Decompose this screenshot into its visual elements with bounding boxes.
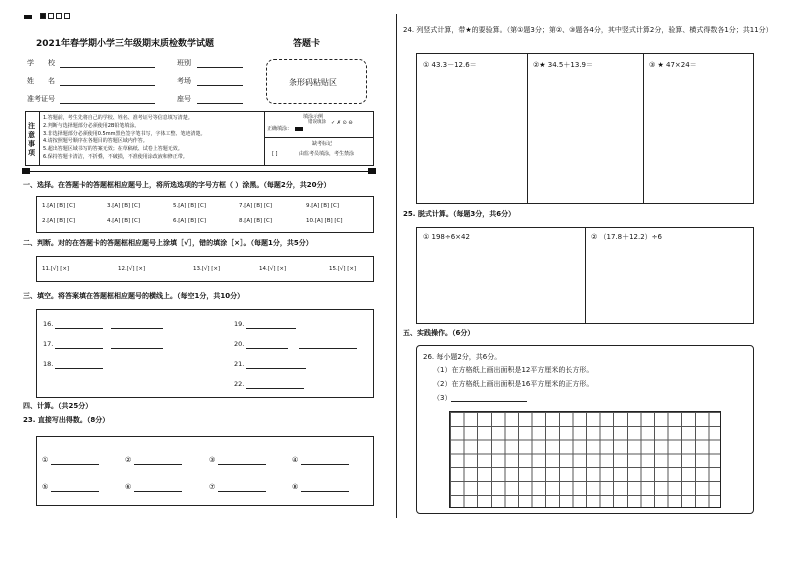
barcode-label: 条形码粘贴区	[289, 78, 337, 87]
s3-box	[36, 309, 374, 398]
name-field[interactable]	[60, 85, 155, 86]
blank-16-a[interactable]	[55, 328, 103, 329]
judge-15[interactable]: 15.[√] [×]	[329, 266, 357, 272]
absent-note: 由监考员填涂，考生禁涂	[299, 151, 355, 157]
blank-18-a[interactable]	[55, 368, 103, 369]
s2-box	[36, 256, 374, 282]
blank-16-b[interactable]	[111, 328, 163, 329]
choice-2[interactable]: 2.[A] [B] [C]	[42, 218, 75, 224]
calc-1-answer[interactable]	[51, 464, 99, 465]
class-label: 班别	[177, 59, 191, 67]
calc-7-answer[interactable]	[218, 491, 266, 492]
name-label: 姓 名	[27, 77, 55, 85]
choice-7[interactable]: 7.[A] [B] [C]	[239, 203, 272, 209]
notice-box	[25, 111, 374, 166]
calc-2: ②	[125, 456, 132, 464]
q26-box	[416, 345, 754, 514]
q24-item-3[interactable]: ③ ★ 47×24＝	[649, 61, 697, 69]
choice-9[interactable]: 9.[A] [B] [C]	[306, 203, 339, 209]
calc-2-answer[interactable]	[134, 464, 182, 465]
s4-box	[36, 436, 374, 506]
judge-11[interactable]: 11.[√] [×]	[42, 266, 70, 272]
calc-3-answer[interactable]	[218, 464, 266, 465]
q24-item-2[interactable]: ②★ 34.5＋13.9＝	[533, 61, 593, 69]
barcode-area	[266, 59, 367, 104]
fill-wrong-marks: ✓ ✗ ⊙ ⊖	[331, 120, 353, 126]
calc-8: ⑧	[292, 483, 299, 491]
blank-21: 21.	[234, 360, 245, 368]
top-markers	[24, 13, 72, 21]
q25-item-2[interactable]: ② （17.8＋12.2）÷6	[591, 233, 662, 241]
q26-item-3: （3）	[433, 394, 452, 402]
q24-title: 24. 列竖式计算，带★的要验算。（第①题3分；第②、③题各4分，其中竖式计算2分，验算、横式得数各1分；共11分）	[403, 26, 773, 34]
divider-line	[22, 171, 376, 172]
ticket-label: 准考证号	[27, 95, 55, 103]
seat-field[interactable]	[197, 103, 243, 104]
notice-title: 注意事项	[28, 122, 35, 157]
fill-correct-mark	[295, 127, 303, 131]
choice-6[interactable]: 6.[A] [B] [C]	[173, 218, 206, 224]
blank-21-a[interactable]	[246, 368, 306, 369]
q25-title: 25. 脱式计算。（每题3分，共6分）	[403, 210, 516, 218]
blank-20-b[interactable]	[299, 348, 357, 349]
exam-title: 2021年春学期小学三年级期末质检数学试题	[36, 39, 215, 49]
calc-5: ⑤	[42, 483, 49, 491]
s4-title: 四、计算。（共25分）	[23, 402, 93, 410]
school-field[interactable]	[60, 67, 155, 68]
school-label: 学 校	[27, 59, 55, 67]
q24-box	[416, 53, 754, 204]
s5-title: 五、实践操作。（6分）	[403, 329, 475, 337]
fold-line	[396, 14, 397, 518]
blank-22: 22.	[234, 380, 245, 388]
q26-item-2: （2）在方格纸上画出面积是16平方厘米的正方形。	[433, 380, 594, 388]
seat-label: 座号	[177, 95, 191, 103]
blank-22-a[interactable]	[246, 388, 304, 389]
room-label: 考场	[177, 77, 191, 85]
s1-box	[36, 196, 374, 233]
choice-3[interactable]: 3.[A] [B] [C]	[107, 203, 140, 209]
s3-title: 三、填空。将答案填在答题框相应题号的横线上。（每空1分，共10分）	[23, 292, 245, 300]
s4-sub: 23. 直接写出得数。（8分）	[23, 416, 110, 424]
calc-8-answer[interactable]	[301, 491, 349, 492]
choice-10[interactable]: 10.[A] [B] [C]	[306, 218, 343, 224]
blank-17-a[interactable]	[55, 348, 103, 349]
choice-1[interactable]: 1.[A] [B] [C]	[42, 203, 75, 209]
fill-example-title: 填涂示例	[303, 114, 324, 120]
s1-title: 一、选择。在答题卡的答题框相应题号上，将所选选项的字号方框（ ）涂黑。（每题2分，共20分）	[23, 181, 331, 189]
choice-5[interactable]: 5.[A] [B] [C]	[173, 203, 206, 209]
calc-7: ⑦	[209, 483, 216, 491]
blank-19: 19.	[234, 320, 245, 328]
notice-lines: 1.答题前，考生先将自己的学校、姓名、准考证号等信息填写清楚。 2.判断与选择题部分必须使用2B铅笔填涂。 3.非选择题部分必须使用0.5mm黑色签字笔书写，字体工整、笔迹清楚。 4.请按照题号顺序在各题目的答题区域内作答。 5.超出答题区域书写的答案无效；在草稿纸、试卷上答题无效。 6.保持答题卡清洁，不折叠，不破损，不准使用涂改液和修正带。	[43, 115, 206, 160]
blank-17-b[interactable]	[111, 348, 163, 349]
calc-6-answer[interactable]	[134, 491, 182, 492]
calc-5-answer[interactable]	[51, 491, 99, 492]
s2-title: 二、判断。对的在答题卡的答题框相应题号上涂填［√］，错的填涂［×］。（每题1分，共5分）	[23, 239, 313, 247]
card-label: 答题卡	[293, 39, 321, 49]
blank-16: 16.	[43, 320, 54, 328]
class-field[interactable]	[197, 67, 243, 68]
calc-1: ①	[42, 456, 49, 464]
square-grid-paper[interactable]	[449, 411, 721, 508]
calc-3: ③	[209, 456, 216, 464]
q26-item-1: （1）在方格纸上画出面积是12平方厘米的长方形。	[433, 366, 594, 374]
absent-box[interactable]: [ ]	[272, 151, 278, 157]
calc-4: ④	[292, 456, 299, 464]
divider-left-mark	[22, 168, 30, 174]
choice-4[interactable]: 4.[A] [B] [C]	[107, 218, 140, 224]
absent-title: 缺考标记	[312, 141, 333, 147]
blank-19-a[interactable]	[246, 328, 296, 329]
q25-box	[416, 227, 754, 324]
q26-item-3-answer[interactable]	[451, 401, 527, 402]
calc-4-answer[interactable]	[301, 464, 349, 465]
calc-6: ⑥	[125, 483, 132, 491]
blank-20: 20.	[234, 340, 245, 348]
room-field[interactable]	[197, 85, 243, 86]
blank-20-a[interactable]	[246, 348, 288, 349]
ticket-field[interactable]	[60, 103, 155, 104]
judge-12[interactable]: 12.[√] [×]	[118, 266, 146, 272]
q25-item-1[interactable]: ① 198÷6×42	[423, 233, 470, 241]
q26-title: 26. 每小题2分，共6分。	[423, 353, 502, 361]
choice-8[interactable]: 8.[A] [B] [C]	[239, 218, 272, 224]
blank-17: 17.	[43, 340, 54, 348]
fill-correct-label: 正确填涂：	[267, 126, 293, 132]
blank-18: 18.	[43, 360, 54, 368]
fill-wrong-label: 错误填涂	[308, 120, 326, 125]
q24-item-1[interactable]: ① 43.3－12.6＝	[423, 61, 477, 69]
judge-14[interactable]: 14.[√] [×]	[259, 266, 287, 272]
divider-right-mark	[368, 168, 376, 174]
judge-13[interactable]: 13.[√] [×]	[193, 266, 221, 272]
